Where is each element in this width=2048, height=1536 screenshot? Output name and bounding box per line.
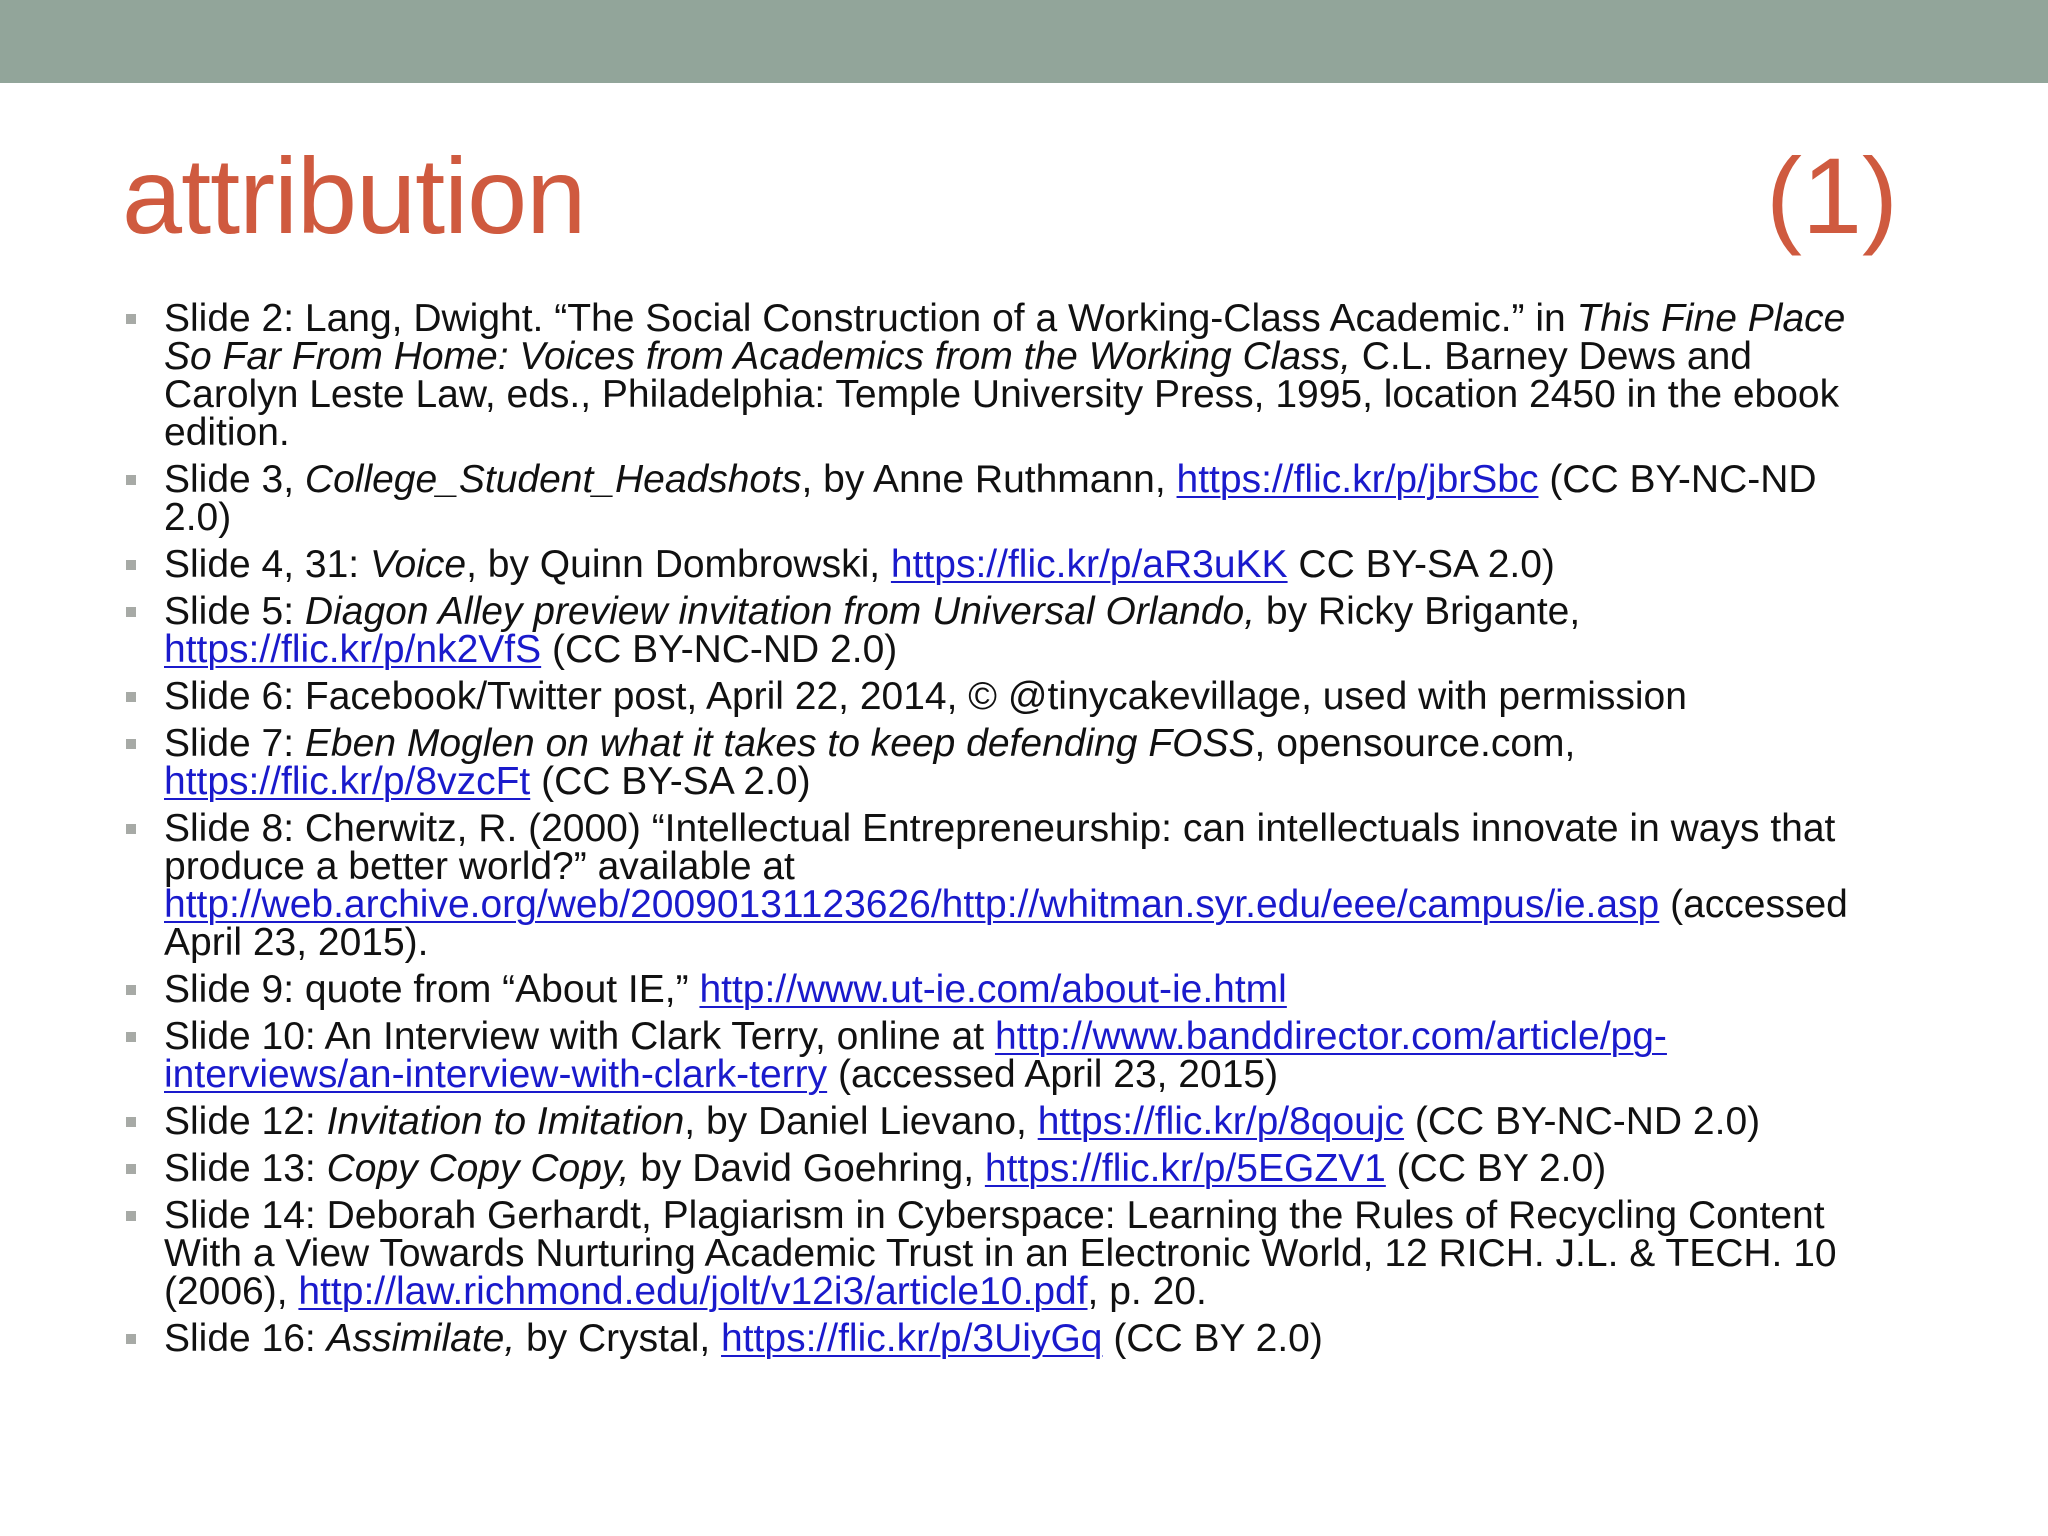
license-text: , p. 20. [1087, 1270, 1207, 1313]
attribution-text: , by Anne Ruthmann, [801, 458, 1177, 501]
work-title: Eben Moglen on what it takes to keep defending FOSS [304, 722, 1255, 765]
source-link[interactable]: https://flic.kr/p/nk2VfS [164, 628, 542, 671]
attribution-item [122, 458, 1892, 539]
attribution-text: , by Daniel Lievano, [684, 1100, 1038, 1143]
work-title: Copy Copy Copy, [326, 1147, 630, 1190]
bullet-icon [126, 314, 136, 324]
attribution-text: , by Quinn Dombrowski, [466, 543, 891, 586]
attribution-text: by Crystal, [515, 1317, 722, 1360]
source-link[interactable]: http://www.banddirector.com/article/pg-interviews/an-interview-with-clark-terry [164, 1015, 1667, 1096]
attribution-item [122, 807, 1892, 964]
bullet-icon [126, 1164, 136, 1174]
attribution-item [122, 1194, 1892, 1313]
header-band [0, 0, 2048, 83]
slide-number: (1) [1766, 135, 1898, 256]
bullet-icon [126, 739, 136, 749]
attribution-item [122, 1147, 1892, 1190]
source-link[interactable]: https://flic.kr/p/3UiyGq [721, 1317, 1103, 1360]
attribution-item [122, 543, 1892, 586]
work-title: Invitation to Imitation [326, 1100, 685, 1143]
attribution-text: Slide 4, 31: [164, 543, 370, 586]
attribution-text: Slide 14: Deborah Gerhardt, Plagiarism in Cyberspace: Learning the Rules of Recycling Content With a View Towards Nurturing Academic Trust in an Electronic World, 12 RICH. J.L. & TECH. 10 (2006), [164, 1194, 1837, 1313]
bullet-icon [126, 985, 136, 995]
work-title: College_Student_Headshots [304, 458, 802, 501]
attribution-item [122, 722, 1892, 803]
bullet-icon [126, 1211, 136, 1221]
bullet-icon [126, 560, 136, 570]
bullet-icon [126, 1117, 136, 1127]
bullet-icon [126, 692, 136, 702]
slide-title: attribution [122, 135, 586, 256]
bullet-icon [126, 824, 136, 834]
work-title: Voice [369, 543, 467, 586]
source-link[interactable]: https://flic.kr/p/jbrSbc [1176, 458, 1539, 501]
attribution-item [122, 1015, 1892, 1096]
bullet-icon [126, 607, 136, 617]
attribution-text: Slide 10: An Interview with Clark Terry, online at [164, 1015, 995, 1058]
attribution-text: C.L. Barney Dews and Carolyn Leste Law, eds., Philadelphia: Temple University Press, 1995, location 2450 in the ebook edition. [164, 335, 1840, 454]
attribution-text: Slide 8: Cherwitz, R. (2000) “Intellectual Entrepreneurship: can intellectuals innovate in ways that produce a better world?” available at [164, 807, 1836, 888]
attribution-item [122, 297, 1892, 454]
attribution-item [122, 1100, 1892, 1143]
work-title: Assimilate, [326, 1317, 516, 1360]
attribution-text: Slide 12: [164, 1100, 327, 1143]
source-link[interactable]: https://flic.kr/p/8vzcFt [164, 760, 531, 803]
attribution-text: by Ricky Brigante, [1255, 590, 1581, 633]
license-text: (accessed April 23, 2015). [164, 883, 1848, 964]
license-text: (CC BY 2.0) [1102, 1317, 1323, 1360]
attribution-text: Slide 13: [164, 1147, 327, 1190]
license-text: (CC BY 2.0) [1385, 1147, 1607, 1190]
attribution-item [122, 675, 1892, 718]
attribution-item [122, 590, 1892, 671]
license-text: (CC BY-NC-ND 2.0) [541, 628, 898, 671]
source-link[interactable]: https://flic.kr/p/5EGZV1 [984, 1147, 1386, 1190]
attribution-text: Slide 7: [164, 722, 305, 765]
attribution-text: , opensource.com, [1254, 722, 1576, 765]
attribution-text: Slide 6: Facebook/Twitter post, April 22, 2014, © @tinycakevillage, used with permission [164, 675, 1687, 718]
license-text: (CC BY-SA 2.0) [530, 760, 811, 803]
source-link[interactable]: http://www.ut-ie.com/about-ie.html [699, 968, 1287, 1011]
attribution-list [122, 297, 1892, 1367]
bullet-icon [126, 1334, 136, 1344]
bullet-icon [126, 475, 136, 485]
attribution-text: Slide 16: [164, 1317, 327, 1360]
source-link[interactable]: https://flic.kr/p/aR3uKK [890, 543, 1288, 586]
attribution-text: Slide 2: Lang, Dwight. “The Social Construction of a Working-Class Academic.” in [164, 297, 1577, 340]
source-link[interactable]: https://flic.kr/p/8qoujc [1037, 1100, 1405, 1143]
attribution-item [122, 968, 1892, 1011]
license-text: (CC BY-NC-ND 2.0) [164, 458, 1817, 539]
attribution-text: Slide 9: quote from “About IE,” [164, 968, 700, 1011]
bullet-icon [126, 1032, 136, 1042]
source-link[interactable]: http://web.archive.org/web/20090131123626/http://whitman.syr.edu/eee/campus/ie.asp [164, 883, 1660, 926]
work-title: This Fine Place So Far From Home: Voices from Academics from the Working Class, [164, 297, 1846, 378]
work-title: Diagon Alley preview invitation from Universal Orlando, [304, 590, 1256, 633]
attribution-item [122, 1317, 1892, 1360]
license-text: CC BY-SA 2.0) [1287, 543, 1555, 586]
license-text: (accessed April 23, 2015) [827, 1053, 1279, 1096]
attribution-text: Slide 5: [164, 590, 305, 633]
license-text: (CC BY-NC-ND 2.0) [1404, 1100, 1761, 1143]
attribution-text: Slide 3, [164, 458, 305, 501]
attribution-text: by David Goehring, [629, 1147, 985, 1190]
source-link[interactable]: http://law.richmond.edu/jolt/v12i3/article10.pdf [298, 1270, 1088, 1313]
